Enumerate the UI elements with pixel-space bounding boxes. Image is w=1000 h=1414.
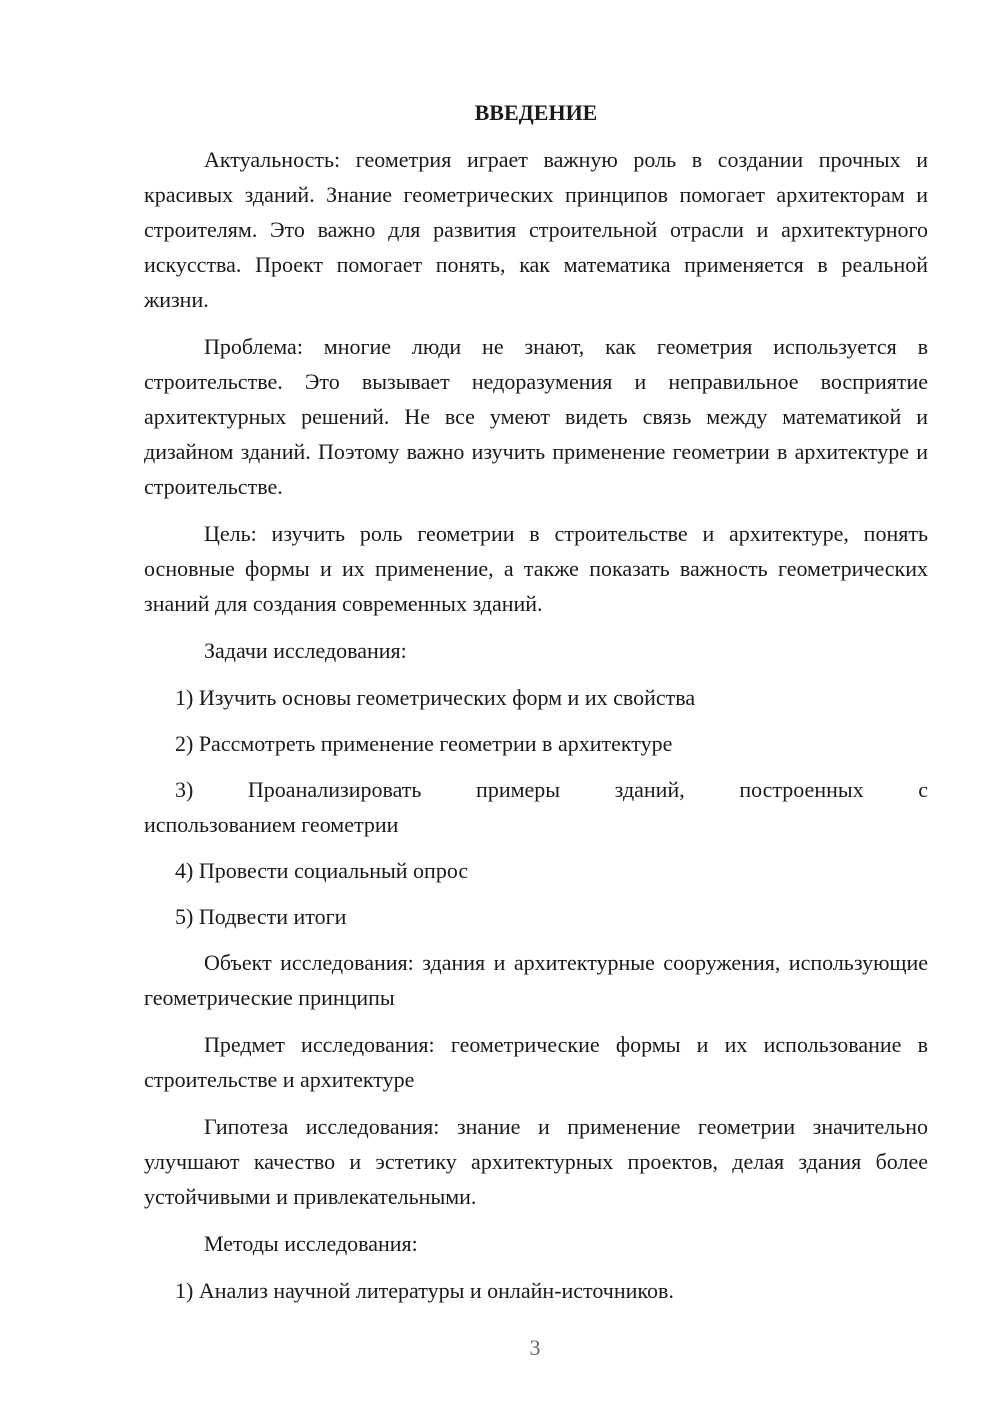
task-item-3-continuation: использованием геометрии [144,812,399,837]
tasks-heading: Задачи исследования: [204,638,407,663]
page-number: 3 [529,1335,541,1360]
task-item-4: 4) Провести социальный опрос [175,858,469,883]
task-item-3 [144,772,928,842]
object-paragraph: Объект исследования: здания и архитектурные сооружения, использующие геометрические принципы [144,950,928,1010]
methods-heading: Методы исследования: [204,1231,418,1256]
goal-paragraph: Цель: изучить роль геометрии в строительстве и архитектуре, понять основные формы и их применение, а также показать важность геометрических знаний для создания современных зданий. [144,521,928,616]
problem-paragraph: Проблема: многие люди не знают, как геометрия используется в строительстве. Это вызывает недоразумения и неправильное восприятие архитектурных решений. Не все умеют видеть связь между математикой и дизайном зданий. Поэтому важно изучить применение геометрии в архитектуре и строительстве. [144,334,928,499]
method-item-1: 1) Анализ научной литературы и онлайн-источников. [175,1278,674,1303]
hypothesis-paragraph: Гипотеза исследования: знание и применение геометрии значительно улучшают качество и эстетику архитектурных проектов, делая здания более устойчивыми и привлекательными. [144,1114,928,1209]
task-item-1: 1) Изучить основы геометрических форм и их свойства [175,685,696,710]
page-title: ВВЕДЕНИЕ [474,100,598,125]
task-item-2: 2) Рассмотреть применение геометрии в архитектуре [175,731,673,756]
task-item-5: 5) Подвести итоги [175,904,347,929]
subject-paragraph: Предмет исследования: геометрические формы и их использование в строительстве и архитектуре [144,1032,928,1092]
task-item-3-line: 3) Проанализировать примеры зданий, построенных с [175,777,928,802]
page-content [144,96,928,1319]
relevance-paragraph: Актуальность: геометрия играет важную роль в создании прочных и красивых зданий. Знание геометрических принципов помогает архитекторам и строителям. Это важно для развития строительной отрасли и архитектурного искусства. Проект помогает понять, как математика применяется в реальной жизни. [144,147,928,312]
